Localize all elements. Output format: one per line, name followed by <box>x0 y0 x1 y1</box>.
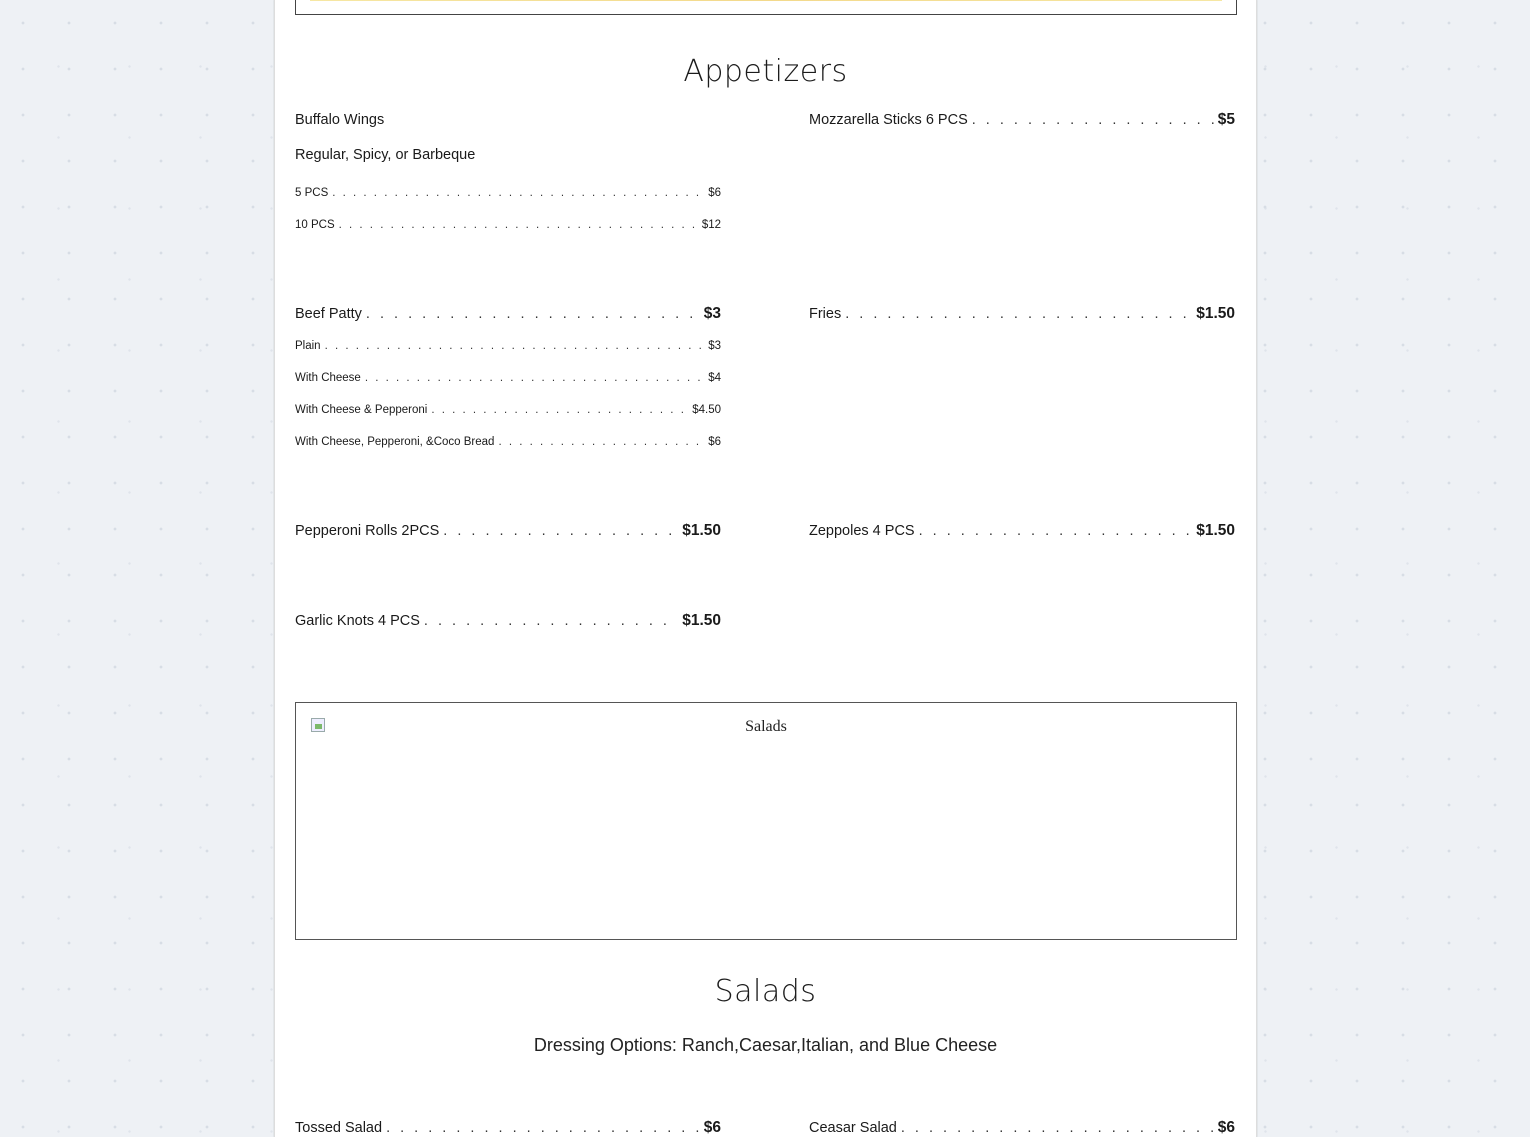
dot-leader <box>339 219 698 231</box>
dot-leader <box>366 306 700 322</box>
option-price: $12 <box>701 219 721 231</box>
option-price: $6 <box>708 187 721 199</box>
option-name: 5 PCS <box>295 187 329 199</box>
dot-leader <box>845 306 1192 322</box>
option-price: $3 <box>708 340 721 352</box>
appetizers-heading: Appetizers <box>683 54 848 89</box>
menu-page <box>274 0 1257 1137</box>
menu-item-tossed-salad <box>295 1119 721 1137</box>
salads-image-alt-text: Salads <box>745 718 787 735</box>
option-price: $6 <box>708 436 721 448</box>
item-price: $3 <box>703 305 721 322</box>
menu-item-zeppoles <box>809 522 1235 540</box>
dot-leader <box>443 523 678 539</box>
beef-patty-option-coco-bread <box>295 436 721 448</box>
banner-image-strip <box>310 0 1222 1</box>
item-name: Mozzarella Sticks 6 PCS <box>809 112 968 128</box>
option-name: With Cheese & Pepperoni <box>295 404 428 416</box>
item-name: Ceasar Salad <box>809 1120 897 1136</box>
beef-patty-option-cheese-pepperoni <box>295 404 721 416</box>
dot-leader <box>919 523 1193 539</box>
option-price: $4 <box>708 372 721 384</box>
dot-leader <box>498 436 704 448</box>
beef-patty-option-plain <box>295 340 721 352</box>
dressing-options: Dressing Options: Ranch,Caesar,Italian, and Blue Cheese <box>533 1035 998 1055</box>
item-price: $1.50 <box>1196 522 1235 539</box>
dot-leader <box>901 1120 1214 1136</box>
dot-leader <box>972 112 1214 128</box>
item-price: $1.50 <box>682 522 721 539</box>
dot-leader <box>431 404 688 416</box>
item-name: Zeppoles 4 PCS <box>809 523 915 539</box>
beef-patty-option-cheese <box>295 372 721 384</box>
item-name: Tossed Salad <box>295 1120 383 1136</box>
option-price: $4.50 <box>692 404 721 416</box>
menu-item-fries <box>809 305 1235 323</box>
item-name: Garlic Knots 4 PCS <box>295 613 420 629</box>
menu-item-pepperoni-rolls <box>295 522 721 540</box>
buffalo-option-5pcs <box>295 187 721 199</box>
item-price: $5 <box>1217 111 1235 128</box>
dot-leader <box>325 340 705 352</box>
item-price: $1.50 <box>1196 305 1235 322</box>
salads-heading: Salads <box>714 974 817 1009</box>
item-price: $6 <box>703 1119 721 1136</box>
salads-image-frame <box>295 702 1237 940</box>
buffalo-wings-description: Regular, Spicy, or Barbeque <box>295 147 476 163</box>
item-name: Pepperoni Rolls 2PCS <box>295 523 440 539</box>
menu-item-mozzarella-sticks <box>809 111 1235 129</box>
option-name: 10 PCS <box>295 219 335 231</box>
menu-item-ceasar-salad <box>809 1119 1235 1137</box>
option-name: With Cheese, Pepperoni, &Coco Bread <box>295 436 495 448</box>
dot-leader <box>386 1120 700 1136</box>
buffalo-option-10pcs <box>295 219 721 231</box>
menu-item-garlic-knots <box>295 612 721 630</box>
option-name: Plain <box>295 340 321 352</box>
top-banner-image <box>295 0 1237 15</box>
item-name: Fries <box>809 306 842 322</box>
item-price: $6 <box>1217 1119 1235 1136</box>
buffalo-wings-name: Buffalo Wings <box>295 112 385 128</box>
dot-leader <box>424 613 678 629</box>
menu-item-beef-patty <box>295 305 721 323</box>
dot-leader <box>332 187 704 199</box>
item-price: $1.50 <box>682 612 721 629</box>
option-name: With Cheese <box>295 372 361 384</box>
dot-leader <box>365 372 704 384</box>
item-name: Beef Patty <box>295 306 362 322</box>
